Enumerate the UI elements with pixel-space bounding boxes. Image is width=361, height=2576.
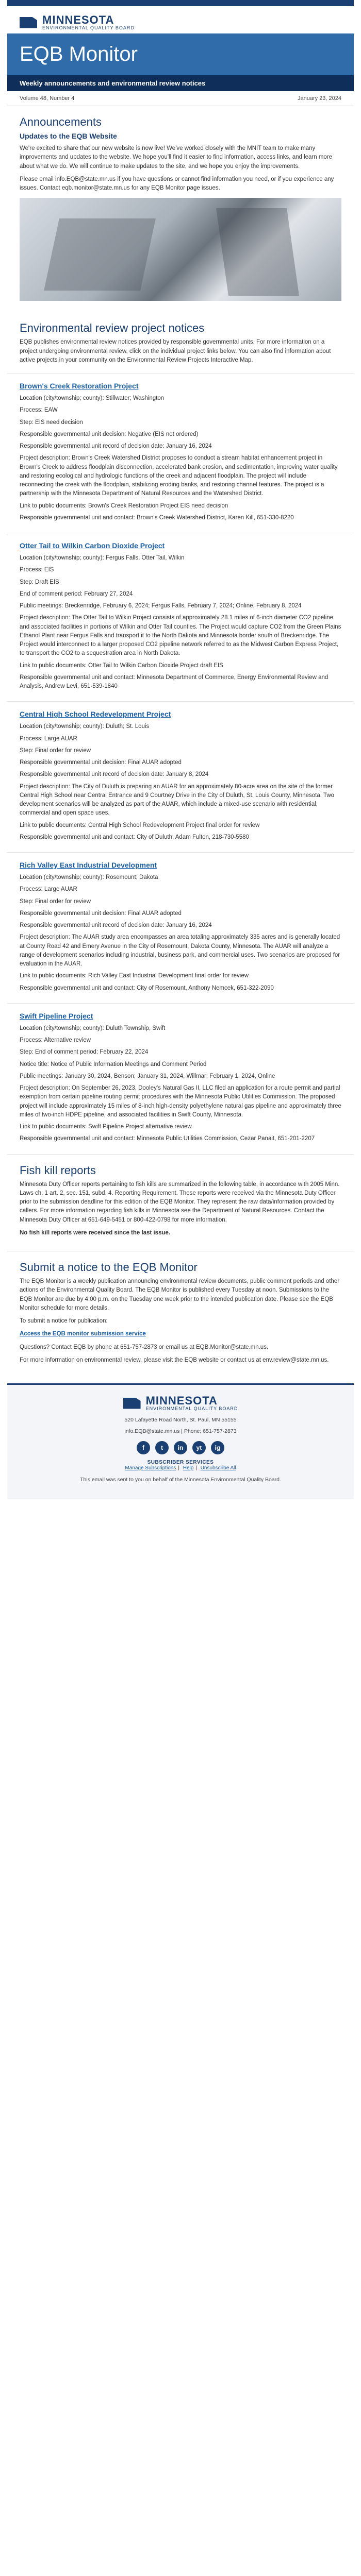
- project-card: [7, 533, 354, 701]
- project-step: Step: Final order for review: [20, 747, 91, 754]
- project-contact: Responsible governmental unit and contact: Brown's Creek Watershed District, Karen Kill, 651-330-8220: [20, 514, 294, 521]
- project-process: Process: EIS: [20, 567, 54, 573]
- submission-service-link[interactable]: Access the EQB monitor submission service: [20, 1331, 146, 1337]
- project-step: Step: EIS need decision: [20, 419, 83, 426]
- newsletter-subtitle: Weekly announcements and environmental review notices: [7, 75, 354, 91]
- project-description: Project description: The City of Duluth is preparing an AUAR for an approximately 80-acre area on the site of the former Central High School near Central Entrance and 9 Courtney Drive in the City of Duluth, St. Louis County, Minnesota. Two development scenarios will be analyzed as part of the AUAR, which include a mixed-use scenario with residential, commercial and open space uses.: [20, 783, 335, 817]
- project-description: Project description: On September 26, 2023, Dooley's Natural Gas II, LLC filed an application for a route permit and partial exemption from certain pipeline routing permit procedures with the Minnesota Public Utilities Commission. The proposed project will include approximately 15 miles of 8-inch high-density polyethylene natural gas pipeline and approximately three miles of two-inch HDPE pipeline, and associated facilities in Swift County, Minnesota.: [20, 1085, 341, 1118]
- project-process: Process: Alternative review: [20, 1037, 91, 1043]
- project-process: Process: EAW: [20, 407, 58, 414]
- unsubscribe-link[interactable]: Unsubscribe All: [200, 1465, 236, 1471]
- submit-more: For more information on environmental review, please visit the EQB website or contact us at env.review@state.mn.us.: [20, 1357, 329, 1363]
- fish-kill-text: Minnesota Duty Officer reports pertaining to fish kills are summarized in the following table, in accordance with 2005 Minn. Laws ch. 1 art. 2, sec. 151, subd. 4. Reporting Requirement. These reports were received via the Minnesota Duty Officer prior to the submission deadline for this edition of the EQB Monitor. They represent the raw data/information provided by callers. For more information regarding fish kills in Minnesota see the Department of Natural Resources. Contact the Minnesota Duty Officer at 651-649-5451 or 800-422-0798 for more information.: [20, 1181, 340, 1223]
- project-title-link[interactable]: Otter Tail to Wilkin Carbon Dioxide Project: [20, 541, 165, 550]
- project-contact: Responsible governmental unit and contact: Minnesota Department of Commerce, Energy Environmental Review and Analysis, Andrew Levi, 651-539-1840: [20, 674, 329, 689]
- submit-heading: Submit a notice to the EQB Monitor: [20, 1261, 198, 1274]
- footer-notice: This email was sent to you on behalf of the Minnesota Environmental Quality Board.: [80, 1476, 281, 1483]
- project-title-link[interactable]: Brown's Creek Restoration Project: [20, 382, 139, 390]
- facebook-icon[interactable]: f: [137, 1441, 150, 1454]
- submit-prompt: To submit a notice for publication:: [20, 1318, 108, 1324]
- project-decision: End of comment period: February 27, 2024: [20, 590, 133, 597]
- project-record: Responsible governmental unit record of decision date: January 16, 2024: [20, 443, 212, 449]
- project-title-link[interactable]: Swift Pipeline Project: [20, 1011, 93, 1020]
- project-record: Public meetings: January 30, 2024, Benson; January 31, 2024, Willmar; February 1, 2024, Online: [20, 1073, 275, 1079]
- issue-date: January 23, 2024: [297, 95, 341, 101]
- submit-questions: Questions? Contact EQB by phone at 651-757-2873 or email us at EQB.Monitor@state.mn.us.: [20, 1344, 269, 1350]
- issue-meta: [7, 91, 354, 106]
- issue-volume: Volume 48, Number 4: [20, 95, 75, 101]
- project-decision: Responsible governmental unit decision: Negative (EIS not ordered): [20, 431, 199, 437]
- project-card: [7, 852, 354, 1003]
- twitter-icon[interactable]: t: [155, 1441, 169, 1454]
- project-location: Location (city/township; county): Rosemount; Dakota: [20, 874, 158, 880]
- newsletter-title: EQB Monitor: [7, 33, 354, 75]
- project-list: [7, 373, 354, 1154]
- subscriber-services-heading: SUBSCRIBER SERVICES: [147, 1459, 214, 1465]
- project-record: Responsible governmental unit record of decision date: January 8, 2024: [20, 771, 209, 778]
- instagram-icon[interactable]: ig: [211, 1441, 224, 1454]
- notices-intro: EQB publishes environmental review notices provided by responsible governmental units. For more information on a project undergoing environmental review, click on the individual project links below. You can also find information about active projects in your community on the Environmental Review Projects Interactive Map.: [20, 339, 331, 363]
- project-record: Responsible governmental unit record of decision date: January 16, 2024: [20, 922, 212, 928]
- project-process: Process: Large AUAR: [20, 735, 77, 742]
- manage-subscriptions-link[interactable]: Manage Subscriptions: [125, 1465, 176, 1471]
- announcement-title: Updates to the EQB Website: [20, 132, 117, 140]
- project-documents-link[interactable]: Link to public documents: Central High School Redevelopment Project final order for review: [20, 822, 260, 828]
- project-decision: Responsible governmental unit decision: Final AUAR adopted: [20, 759, 182, 766]
- project-description: Project description: The AUAR study area encompasses an area totaling approximately 335 acres and is generally located at County Road 42 and Emery Avenue in the City of Rosemount, Dakota County, Minnesota. The AUAR will analyze a range of development scenarios including industrial, business park, and commercial uses. Two scenarios are proposed for evaluation in the AUAR.: [20, 934, 340, 967]
- footer-org-name: MINNESOTA: [145, 1394, 218, 1407]
- notices-section: [7, 312, 354, 373]
- fish-kill-section: [7, 1154, 354, 1251]
- project-step: Step: Draft EIS: [20, 579, 59, 585]
- project-documents-link[interactable]: Link to public documents: Otter Tail to Wilkin Carbon Dioxide Project draft EIS: [20, 662, 223, 669]
- footer-org-subname: ENVIRONMENTAL QUALITY BOARD: [145, 1406, 238, 1411]
- footer: [7, 1383, 354, 1499]
- submit-section: [7, 1251, 354, 1378]
- fish-kill-none: No fish kill reports were received since the last issue.: [20, 1229, 171, 1236]
- org-subname: ENVIRONMENTAL QUALITY BOARD: [42, 25, 135, 30]
- email-container: [7, 0, 354, 1499]
- linkedin-icon[interactable]: in: [174, 1441, 187, 1454]
- project-card: [7, 701, 354, 852]
- minnesota-logo-icon: [123, 1398, 141, 1409]
- project-process: Process: Large AUAR: [20, 886, 77, 893]
- submit-text: The EQB Monitor is a weekly publication announcing environmental review documents, public comment periods and other actions of the Environmental Quality Board. The EQB Monitor is published every Tuesday at noon. Submissions to the EQB Monitor are due by 4:00 p.m. on the Tuesday one week prior to the intended publication date. Please see the EQB Monitor schedule for more details.: [20, 1278, 340, 1311]
- project-documents-link[interactable]: Link to public documents: Swift Pipeline Project alternative review: [20, 1124, 192, 1130]
- project-title-link[interactable]: Rich Valley East Industrial Development: [20, 861, 157, 869]
- help-link[interactable]: Help: [183, 1465, 194, 1471]
- project-decision: Responsible governmental unit decision: Final AUAR adopted: [20, 910, 182, 917]
- subscriber-links: Manage Subscriptions | Help | Unsubscribe All: [125, 1465, 236, 1471]
- project-title-link[interactable]: Central High School Redevelopment Project: [20, 710, 171, 719]
- announcements-heading: Announcements: [20, 115, 102, 128]
- project-location: Location (city/township; county): Duluth Township, Swift: [20, 1025, 166, 1031]
- project-card: [7, 1003, 354, 1154]
- project-description: Project description: Brown's Creek Watershed District proposes to conduct a stream habitat enhancement project in Brown's Creek to address floodplain disconnection, accelerated bank erosion, and sedimentation, improving water quality and restoring ecological and hydrologic functions of the creek and adjacent floodplain. The project will include reconnecting the creek with the floodplain, stabilizing eroding banks, and restoring channel features. The project is a partnership with the Minnesota Department of Natural Resources and the Watershed District.: [20, 455, 338, 497]
- announcements-section: [7, 106, 354, 312]
- project-record: Public meetings: Breckenridge, February 6, 2024; Fergus Falls, February 7, 2024; Online, February 8, 2024: [20, 603, 302, 609]
- youtube-icon[interactable]: yt: [192, 1441, 206, 1454]
- project-decision: Notice title: Notice of Public Information Meetings and Comment Period: [20, 1061, 207, 1067]
- project-contact: Responsible governmental unit and contact: City of Duluth, Adam Fulton, 218-730-5580: [20, 834, 249, 840]
- winter-stream-photo: [20, 198, 341, 301]
- footer-address: 520 Lafayette Road North, St. Paul, MN 55155: [124, 1417, 237, 1423]
- project-description: Project description: The Otter Tail to Wilkin Project consists of approximately 28.1 miles of 6-inch diameter CO2 pipeline and associated facilities in portions of Wilkin and Otter Tail counties. The Project would capture CO2 from the Green Plains Ethanol Plant near Fergus Falls and transport it to the North Dakota and Minnesota border south of Breckenridge. The Project would interconnect to a larger proposed CO2 pipeline network referred to as the Midwest Carbon Express Project, to transport the CO2 to a sequestration area in North Dakota.: [20, 615, 341, 657]
- fish-kill-heading: Fish kill reports: [20, 1163, 96, 1177]
- project-card: [7, 373, 354, 533]
- notices-heading: Environmental review project notices: [20, 321, 205, 335]
- header-logo: [7, 6, 354, 33]
- project-contact: Responsible governmental unit and contact: Minnesota Public Utilities Commission, Cezar Panait, 651-201-2207: [20, 1136, 315, 1142]
- project-location: Location (city/township; county): Fergus Falls, Otter Tail, Wilkin: [20, 555, 185, 561]
- project-contact: Responsible governmental unit and contact: City of Rosemount, Anthony Nemcek, 651-322-2090: [20, 985, 274, 991]
- footer-contact: info.EQB@state.mn.us | Phone: 651-757-2873: [124, 1428, 237, 1434]
- footer-logo: [20, 1395, 341, 1416]
- minnesota-logo-icon: [20, 17, 37, 28]
- project-location: Location (city/township; county): Duluth; St. Louis: [20, 723, 150, 730]
- project-step: Step: Final order for review: [20, 898, 91, 905]
- project-step: Step: End of comment period: February 22, 2024: [20, 1049, 149, 1056]
- social-links: [20, 1441, 341, 1454]
- top-bar: [7, 0, 354, 6]
- announcement-text-1: We're excited to share that our new website is now live! We've worked closely with the MNIT team to make many improvements and updates to the website. We hope you'll find it easier to find information, access links, and learn more about what we do. We will continue to make updates to the site, and we hope you enjoy the improvements.: [20, 145, 333, 170]
- project-location: Location (city/township; county): Stillwater; Washington: [20, 395, 165, 401]
- project-documents-link[interactable]: Link to public documents: Rich Valley East Industrial Development final order for review: [20, 973, 249, 979]
- org-name: MINNESOTA: [42, 13, 114, 26]
- project-documents-link[interactable]: Link to public documents: Brown's Creek Restoration Project EIS need decision: [20, 502, 228, 509]
- announcement-text-2: Please email info.EQB@state.mn.us if you have questions or cannot find information you need, or if you experience any issues. Contact eqb.monitor@state.mn.us for any EQB Monitor page issues.: [20, 176, 334, 191]
